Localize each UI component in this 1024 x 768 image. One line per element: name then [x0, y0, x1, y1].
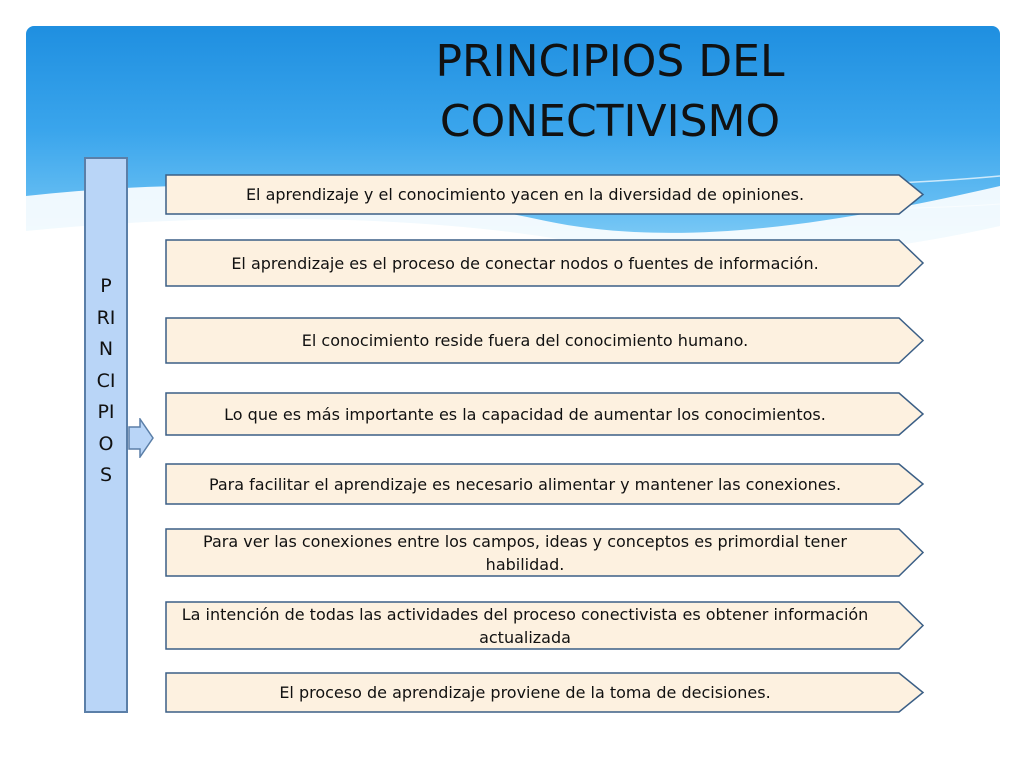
principle-box-6 [165, 528, 925, 577]
principle-text: El proceso de aprendizaje proviene de la toma de decisiones. [279, 683, 771, 702]
principle-text: El conocimiento reside fuera del conocimiento humano. [301, 331, 749, 350]
principle-box-5 [165, 463, 925, 505]
principle-text: Para facilitar el aprendizaje es necesario alimentar y mantener las conexiones. [208, 474, 842, 494]
principle-text: Para ver las conexiones entre los campos, ideas y conceptos es primordial tener habilidad. [203, 531, 847, 574]
principle-text: La intención de todas las actividades del proceso conectivista es obtener información actualizada [181, 604, 869, 647]
principle-text: El aprendizaje y el conocimiento yacen en la diversidad de opiniones. [245, 185, 805, 204]
principle-box-3 [165, 317, 925, 364]
principle-text: El aprendizaje es el proceso de conectar nodos o fuentes de información. [231, 253, 819, 273]
principios-side-box [84, 157, 128, 713]
principle-text: Lo que es más importante es la capacidad de aumentar los conocimientos. [224, 404, 826, 424]
side-arrow-icon [128, 418, 156, 458]
principle-box-1 [165, 174, 925, 215]
principle-box-2 [165, 239, 925, 287]
principle-box-8 [165, 672, 925, 713]
page-title [330, 32, 890, 152]
principle-box-7 [165, 601, 925, 650]
side-label: PRINCIPIOS [96, 275, 116, 486]
title-line-2: CONECTIVISMO [439, 96, 781, 147]
title-line-1: PRINCIPIOS DEL [435, 36, 785, 87]
principle-box-4 [165, 392, 925, 436]
